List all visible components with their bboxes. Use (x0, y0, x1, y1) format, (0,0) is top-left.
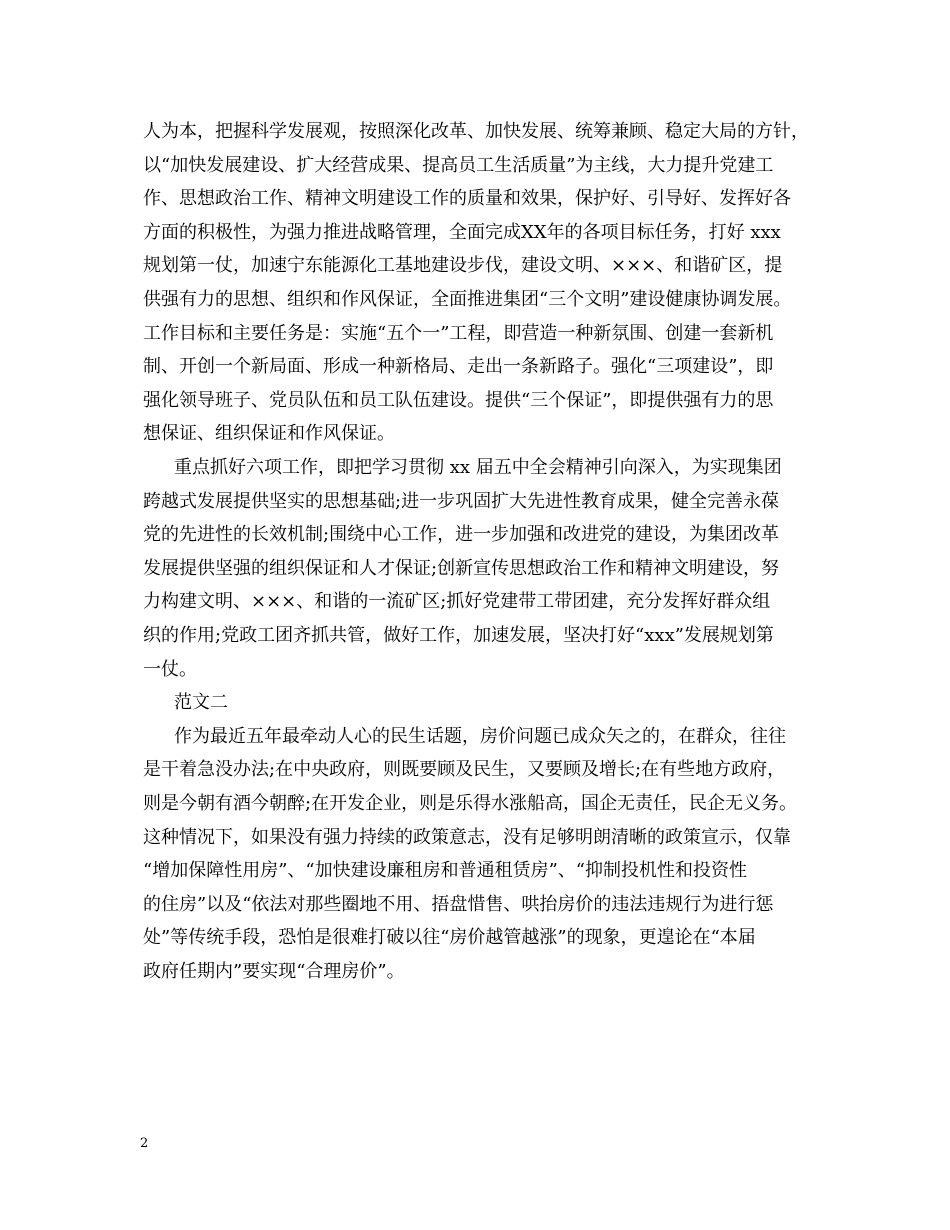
text-line: 这种情况下，如果没有强力持续的政策意志，没有足够明朗清晰的政策宣示，仅靠 (143, 827, 791, 848)
text-line: 发展提供坚强的组织保证和人才保证;创新宣传思想政治工作和精神文明建设，努 (143, 558, 780, 579)
text-line: 想保证、组织保证和作风保证。 (143, 423, 395, 444)
text-line: 力构建文明、×××、和谐的一流矿区;抓好党建带工带团建，充分发挥好群众组 (143, 591, 771, 612)
text-line: 人为本，把握科学发展观，按照深化改革、加快发展、统筹兼顾、稳定大局的方针， (143, 121, 809, 142)
page-number: 2 (140, 1136, 149, 1151)
text-line: 规划第一仗，加速宁东能源化工基地建设步伐，建设文明、×××、和谐矿区，提 (143, 255, 783, 276)
text-line: 方面的积极性，为强力推进战略管理，全面完成XX年的各项目标任务，打好 xxx (143, 222, 781, 243)
text-line: 供强有力的思想、组织和作风保证，全面推进集团“三个文明”建设健康协调发展。 (143, 289, 792, 310)
text-line: 范文二 (174, 692, 228, 713)
text-line: 是干着急没办法;在中央政府，则既要顾及民生，又要顾及增长;在有些地方政府， (143, 759, 786, 780)
text-line: 跨越式发展提供坚实的思想基础;进一步巩固扩大先进性教育成果，健全完善永葆 (143, 491, 780, 512)
text-line: 党的先进性的长效机制;围绕中心工作，进一步加强和改进党的建设，为集团改革 (143, 524, 780, 545)
text-line: 重点抓好六项工作，即把学习贯彻 xx 届五中全会精神引向深入，为实现集团 (174, 457, 782, 478)
text-line: 作为最近五年最牵动人心的民生话题，房价问题已成众矢之的，在群众，往往 (174, 726, 786, 747)
text-line: 政府任期内”要实现“合理房价”。 (143, 961, 405, 982)
text-line: 则是今朝有酒今朝醉;在开发企业，则是乐得水涨船高，国企无责任，民企无义务。 (143, 793, 798, 814)
text-line: 作、思想政治工作、精神文明建设工作的质量和效果，保护好、引导好、发挥好各 (143, 188, 791, 209)
text-line: 强化领导班子、党员队伍和员工队伍建设。提供“三个保证”，即提供强有力的思 (143, 390, 774, 411)
text-line: 工作目标和主要任务是：实施“五个一”工程，即营造一种新氛围、创建一套新机 (143, 323, 774, 344)
text-line: “增加保障性用房”、“加快建设廉租房和普通租赁房”、“抑制投机性和投资性 (143, 860, 748, 881)
text-line: 织的作用;党政工团齐抓共管，做好工作，加速发展，坚决打好“xxx”发展规划第 (143, 625, 774, 646)
text-line: 制、开创一个新局面、形成一种新格局、走出一条新路子。强化“三项建设”，即 (143, 356, 774, 377)
text-line: 的住房”以及“依法对那些圈地不用、捂盘惜售、哄抬房价的违法违规行为进行惩 (143, 894, 774, 915)
text-line: 以“加快发展建设、扩大经营成果、提高员工生活质量”为主线，大力提升党建工 (143, 155, 774, 176)
text-line: 一仗。 (143, 659, 197, 680)
text-line: 处”等传统手段，恐怕是很难打破以往“房价越管越涨”的现象，更遑论在“本届 (143, 927, 756, 948)
